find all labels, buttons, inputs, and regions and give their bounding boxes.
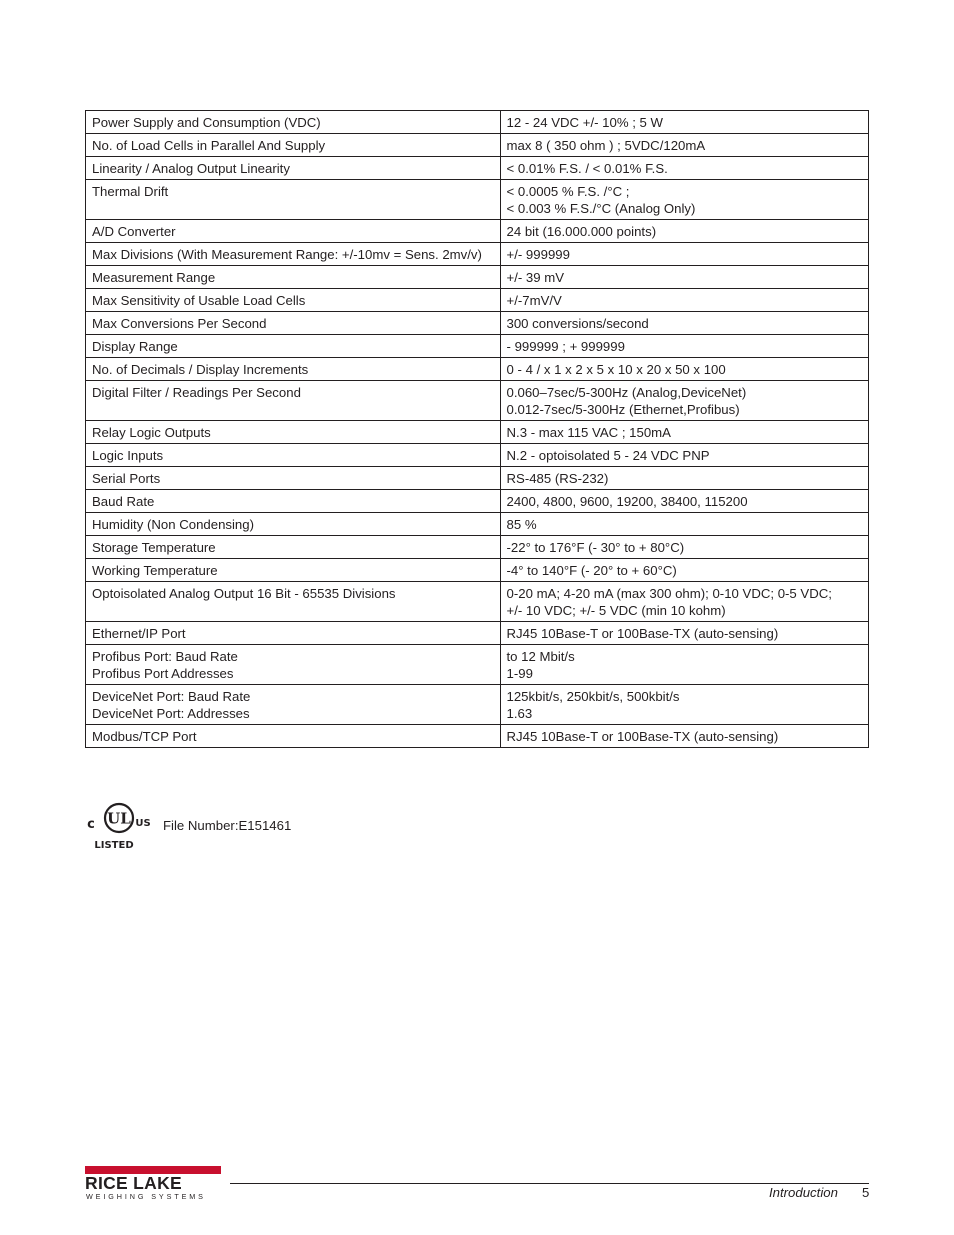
spec-value: to 12 Mbit/s (506, 649, 575, 664)
spec-value-cell (500, 266, 868, 289)
spec-label-cell (86, 381, 501, 421)
table-row (86, 381, 869, 421)
table-row (86, 312, 869, 335)
spec-value-cell (500, 289, 868, 312)
spec-value: N.2 - optoisolated 5 - 24 VDC PNP (506, 448, 710, 463)
spec-value-cell (500, 536, 868, 559)
spec-label-cell (86, 111, 501, 134)
spec-label: No. of Load Cells in Parallel And Supply (92, 138, 326, 153)
spec-value: 0-20 mA; 4-20 mA (max 300 ohm); 0-10 VDC; 0-5 VDC; (506, 586, 832, 601)
spec-label-cell (86, 312, 501, 335)
spec-label: Max Divisions (With Measurement Range: +/-10mv = Sens. 2mv/v) (92, 247, 482, 262)
spec-value: 0.012-7sec/5-300Hz (Ethernet,Profibus) (506, 402, 740, 417)
spec-label-cell (86, 490, 501, 513)
spec-value: - 999999 ; + 999999 (506, 339, 625, 354)
spec-label-cell (86, 358, 501, 381)
table-row (86, 289, 869, 312)
spec-label: Profibus Port Addresses (92, 666, 234, 681)
logo-subtitle: WEIGHING SYSTEMS (86, 1192, 206, 1201)
table-row (86, 582, 869, 622)
spec-label-cell (86, 243, 501, 266)
table-row (86, 490, 869, 513)
spec-label: Relay Logic Outputs (92, 425, 211, 440)
ul-listed-icon (84, 795, 154, 853)
spec-value-cell (500, 157, 868, 180)
spec-value: -22° to 176°F (- 30° to + 80°C) (506, 540, 685, 555)
table-row (86, 111, 869, 134)
spec-label: Profibus Port: Baud Rate (92, 649, 238, 664)
page-number: 5 (862, 1185, 870, 1200)
spec-label: DeviceNet Port: Addresses (92, 706, 250, 721)
file-number: File Number:E151461 (163, 818, 292, 833)
spec-label: Power Supply and Consumption (VDC) (92, 115, 321, 130)
spec-value-cell (500, 725, 868, 748)
table-row (86, 725, 869, 748)
spec-value-cell (500, 335, 868, 358)
spec-value-cell (500, 312, 868, 335)
table-row (86, 180, 869, 220)
spec-value-cell (500, 180, 868, 220)
spec-value: < 0.0005 % F.S. /°C ; (506, 184, 630, 199)
table-row (86, 134, 869, 157)
spec-label-cell (86, 421, 501, 444)
spec-value-cell (500, 220, 868, 243)
table-row (86, 645, 869, 685)
spec-value: max 8 ( 350 ohm ) ; 5VDC/120mA (506, 138, 706, 153)
table-row (86, 513, 869, 536)
svg-text:US: US (135, 818, 151, 829)
spec-label: Display Range (92, 339, 178, 354)
spec-label-cell (86, 467, 501, 490)
spec-label: Serial Ports (92, 471, 161, 486)
spec-label-cell (86, 582, 501, 622)
footer-section-title: Introduction (769, 1185, 838, 1200)
spec-value: 1-99 (506, 666, 533, 681)
spec-label: Baud Rate (92, 494, 155, 509)
spec-label-cell (86, 180, 501, 220)
svg-text:c: c (87, 817, 95, 832)
spec-value: N.3 - max 115 VAC ; 150mA (506, 425, 671, 440)
spec-value: 0 - 4 / x 1 x 2 x 5 x 10 x 20 x 50 x 100 (506, 362, 726, 377)
table-row (86, 157, 869, 180)
spec-label: Digital Filter / Readings Per Second (92, 385, 301, 400)
spec-label-cell (86, 134, 501, 157)
spec-value-cell (500, 243, 868, 266)
table-row (86, 685, 869, 725)
spec-label-cell (86, 220, 501, 243)
spec-label: Storage Temperature (92, 540, 216, 555)
spec-value: 1.63 (506, 706, 533, 721)
spec-value-cell (500, 111, 868, 134)
rice-lake-logo (85, 1166, 225, 1202)
spec-label-cell (86, 444, 501, 467)
spec-value: +/- 999999 (506, 247, 570, 262)
spec-label: Max Conversions Per Second (92, 316, 267, 331)
spec-label-cell (86, 685, 501, 725)
spec-label-cell (86, 622, 501, 645)
spec-label-cell (86, 289, 501, 312)
specifications-table (85, 110, 869, 748)
spec-value-cell (500, 134, 868, 157)
spec-label: Max Sensitivity of Usable Load Cells (92, 293, 306, 308)
spec-value: -4° to 140°F (- 20° to + 60°C) (506, 563, 677, 578)
spec-label: Linearity / Analog Output Linearity (92, 161, 290, 176)
spec-label-cell (86, 335, 501, 358)
spec-value-cell (500, 645, 868, 685)
spec-value-cell (500, 622, 868, 645)
table-row (86, 536, 869, 559)
table-row (86, 220, 869, 243)
spec-value: RJ45 10Base-T or 100Base-TX (auto-sensing) (506, 626, 779, 641)
spec-value: 12 - 24 VDC +/- 10% ; 5 W (506, 115, 663, 130)
spec-label: Working Temperature (92, 563, 218, 578)
spec-value: < 0.003 % F.S./°C (Analog Only) (506, 201, 696, 216)
spec-value-cell (500, 467, 868, 490)
spec-label-cell (86, 536, 501, 559)
spec-label: DeviceNet Port: Baud Rate (92, 689, 251, 704)
spec-value-cell (500, 358, 868, 381)
spec-value: 85 % (506, 517, 537, 532)
spec-label: Thermal Drift (92, 184, 169, 199)
table-row (86, 421, 869, 444)
spec-value: 300 conversions/second (506, 316, 649, 331)
table-row (86, 243, 869, 266)
table-row (86, 358, 869, 381)
spec-value-cell (500, 513, 868, 536)
spec-value: +/-7mV/V (506, 293, 562, 308)
spec-label-cell (86, 645, 501, 685)
table-row (86, 467, 869, 490)
spec-value: 125kbit/s, 250kbit/s, 500kbit/s (506, 689, 680, 704)
footer-rule (230, 1183, 869, 1184)
spec-value-cell (500, 421, 868, 444)
spec-value-cell (500, 582, 868, 622)
spec-label: Measurement Range (92, 270, 216, 285)
spec-label-cell (86, 513, 501, 536)
svg-text:UL: UL (107, 809, 131, 828)
spec-label-cell (86, 266, 501, 289)
spec-value: 2400, 4800, 9600, 19200, 38400, 115200 (506, 494, 748, 509)
spec-value-cell (500, 381, 868, 421)
spec-value: < 0.01% F.S. / < 0.01% F.S. (506, 161, 668, 176)
spec-value-cell (500, 444, 868, 467)
spec-value-cell (500, 559, 868, 582)
spec-label-cell (86, 157, 501, 180)
spec-value: RJ45 10Base-T or 100Base-TX (auto-sensing) (506, 729, 779, 744)
spec-value: 24 bit (16.000.000 points) (506, 224, 657, 239)
spec-label: Logic Inputs (92, 448, 164, 463)
spec-value: 0.060–7sec/5-300Hz (Analog,DeviceNet) (506, 385, 747, 400)
spec-label: Ethernet/IP Port (92, 626, 186, 641)
table-row (86, 622, 869, 645)
spec-label-cell (86, 559, 501, 582)
spec-label: A/D Converter (92, 224, 176, 239)
spec-label: Humidity (Non Condensing) (92, 517, 254, 532)
spec-label: Optoisolated Analog Output 16 Bit - 65535 Divisions (92, 586, 396, 601)
spec-value-cell (500, 685, 868, 725)
spec-value: RS-485 (RS-232) (506, 471, 609, 486)
table-row (86, 266, 869, 289)
spec-label-cell (86, 725, 501, 748)
logo-name: RICE LAKE (85, 1173, 183, 1193)
spec-value: +/- 10 VDC; +/- 5 VDC (min 10 kohm) (506, 603, 726, 618)
specifications-body (86, 111, 869, 748)
table-row (86, 444, 869, 467)
spec-label: No. of Decimals / Display Increments (92, 362, 309, 377)
svg-text:LISTED: LISTED (94, 840, 134, 851)
table-row (86, 335, 869, 358)
spec-label: Modbus/TCP Port (92, 729, 197, 744)
spec-value: +/- 39 mV (506, 270, 565, 285)
table-row (86, 559, 869, 582)
spec-value-cell (500, 490, 868, 513)
